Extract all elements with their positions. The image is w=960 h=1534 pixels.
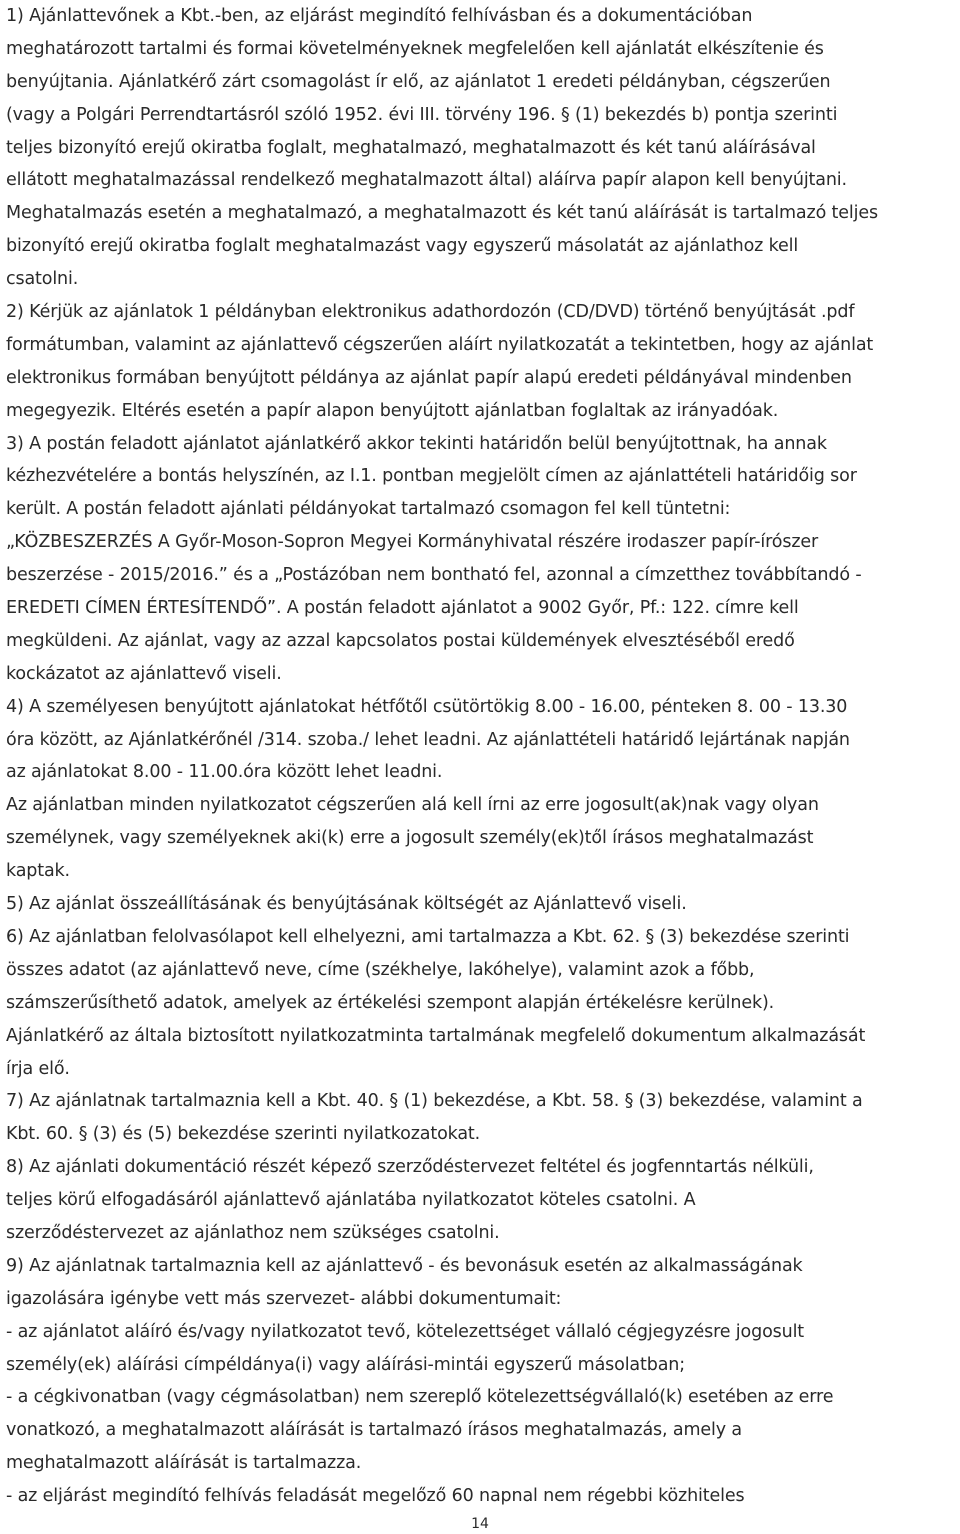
text-line: 5) Az ajánlat összeállításának és benyújtásának költségét az Ajánlattevő viseli. — [6, 894, 687, 915]
text-line: írja elő. — [6, 1058, 70, 1079]
text-line: megegyezik. Eltérés esetén a papír alapon benyújtott ajánlatban foglaltak az irányadóak. — [6, 400, 779, 421]
text-line: személynek, vagy személyeknek aki(k) erre a jogosult személy(ek)től írásos meghatalmazást — [6, 828, 814, 849]
text-line: kockázatot az ajánlattevő viseli. — [6, 663, 282, 684]
text-line: beszerzése - 2015/2016.” és a „Postázóban nem bontható fel, azonnal a címzetthez továbbítandó - — [6, 565, 862, 586]
text-line: - az eljárást megindító felhívás feladását megelőző 60 napnal nem régebbi közhiteles — [6, 1486, 745, 1507]
text-line: EREDETI CÍMEN ÉRTESÍTENDŐ”. A postán feladott ajánlatot a 9002 Győr, Pf.: 122. címre kell — [6, 598, 799, 619]
text-line: 8) Az ajánlati dokumentáció részét képező szerződéstervezet feltétel és jogfenntartás nélküli, — [6, 1157, 814, 1178]
text-line: (vagy a Polgári Perrendtartásról szóló 1952. évi III. törvény 196. § (1) bekezdés b) pontja szerinti — [6, 104, 838, 125]
text-line: kaptak. — [6, 861, 70, 882]
text-line: 7) Az ajánlatnak tartalmaznia kell a Kbt. 40. § (1) bekezdése, a Kbt. 58. § (3) bekezdése, valamint a — [6, 1091, 863, 1112]
text-line: 2) Kérjük az ajánlatok 1 példányban elektronikus adathordozón (CD/DVD) történő benyújtását .pdf — [6, 302, 855, 323]
text-line: megküldeni. Az ajánlat, vagy az azzal kapcsolatos postai küldemények elvesztéséből eredő — [6, 630, 795, 651]
text-line: bizonyító erejű okiratba foglalt meghatalmazást vagy egyszerű másolatát az ajánlathoz kell — [6, 236, 799, 257]
text-line: 3) A postán feladott ajánlatot ajánlatkérő akkor tekinti határidőn belül benyújtottnak, ha annak — [6, 433, 827, 454]
text-line: Ajánlatkérő az általa biztosított nyilatkozatminta tartalmának megfelelő dokumentum alkalmazását — [6, 1025, 866, 1046]
text-line: teljes körű elfogadásáról ajánlattevő ajánlatába nyilatkozatot köteles csatolni. A — [6, 1190, 696, 1211]
text-line: az ajánlatokat 8.00 - 11.00.óra között lehet leadni. — [6, 762, 443, 783]
text-line: óra között, az Ajánlatkérőnél /314. szoba./ lehet leadni. Az ajánlattételi határidő lejártának napján — [6, 729, 850, 750]
text-line: vonatkozó, a meghatalmazott aláírását is tartalmazó írásos meghatalmazás, amely a — [6, 1420, 742, 1441]
text-line: kézhezvételére a bontás helyszínén, az I.1. pontban megjelölt címen az ajánlattételi határidőig sor — [6, 466, 857, 487]
text-line: Az ajánlatban minden nyilatkozatot cégszerűen alá kell írni az erre jogosult(ak)nak vagy olyan — [6, 795, 819, 816]
text-line: Meghatalmazás esetén a meghatalmazó, a meghatalmazott és két tanú aláírását is tartalmazó teljes — [6, 203, 878, 224]
text-line: számszerűsíthető adatok, amelyek az értékelési szempont alapján értékelésre kerülnek). — [6, 992, 775, 1013]
text-line: igazolására igénybe vett más szervezet- alábbi dokumentumait: — [6, 1288, 562, 1309]
text-line: 4) A személyesen benyújtott ajánlatokat hétfőtől csütörtökig 8.00 - 16.00, pénteken 8. 00 - 13.30 — [6, 696, 848, 717]
text-line: benyújtania. Ajánlatkérő zárt csomagolást ír elő, az ajánlatot 1 eredeti példányban, cégszerűen — [6, 71, 831, 92]
text-line: 6) Az ajánlatban felolvasólapot kell elhelyezni, ami tartalmazza a Kbt. 62. § (3) bekezdése szerinti — [6, 926, 850, 947]
text-line: teljes bizonyító erejű okiratba foglalt, meghatalmazó, meghatalmazott és két tanú aláírásával — [6, 137, 816, 158]
text-line: Kbt. 60. § (3) és (5) bekezdése szerinti nyilatkozatokat. — [6, 1124, 481, 1145]
text-line: „KÖZBESZERZÉS A Győr-Moson-Sopron Megyei Kormányhivatal részére irodaszer papír-írószer — [6, 532, 819, 553]
text-line: meghatározott tartalmi és formai követelményeknek megfelelően kell ajánlatát elkészítenie és — [6, 38, 824, 59]
text-line: meghatalmazott aláírását is tartalmazza. — [6, 1453, 362, 1474]
text-line: 1) Ajánlattevőnek a Kbt.-ben, az eljárást megindító felhívásban és a dokumentációban — [6, 6, 753, 26]
text-line: került. A postán feladott ajánlati példányokat tartalmazó csomagon fel kell tüntetni: — [6, 499, 731, 520]
text-line: - a cégkivonatban (vagy cégmásolatban) nem szereplő kötelezettségvállaló(k) esetében az erre — [6, 1387, 834, 1408]
text-line: szerződéstervezet az ajánlathoz nem szükséges csatolni. — [6, 1222, 500, 1243]
text-line: elektronikus formában benyújtott példánya az ajánlat papír alapú eredeti példányával mindenben — [6, 367, 852, 388]
text-line: csatolni. — [6, 269, 79, 290]
text-line: formátumban, valamint az ajánlattevő cégszerűen aláírt nyilatkozatát a tekintetben, hogy az ajánlat — [6, 334, 874, 355]
text-line: 9) Az ajánlatnak tartalmaznia kell az ajánlattevő - és bevonásuk esetén az alkalmasságának — [6, 1255, 803, 1276]
text-line: személy(ek) aláírási címpéldánya(i) vagy aláírási-mintái egyszerű másolatban; — [6, 1354, 686, 1375]
text-line: összes adatot (az ajánlattevő neve, címe (székhelye, lakóhelye), valamint azok a főbb, — [6, 959, 755, 980]
page-number: 14 — [471, 1516, 489, 1532]
text-line: - az ajánlatot aláíró és/vagy nyilatkozatot tevő, kötelezettséget vállaló cégjegyzésre jogosult — [6, 1321, 805, 1342]
document-body — [6, 0, 960, 1513]
text-line: ellátott meghatalmazással rendelkező meghatalmazott által) aláírva papír alapon kell benyújtani. — [6, 170, 847, 191]
